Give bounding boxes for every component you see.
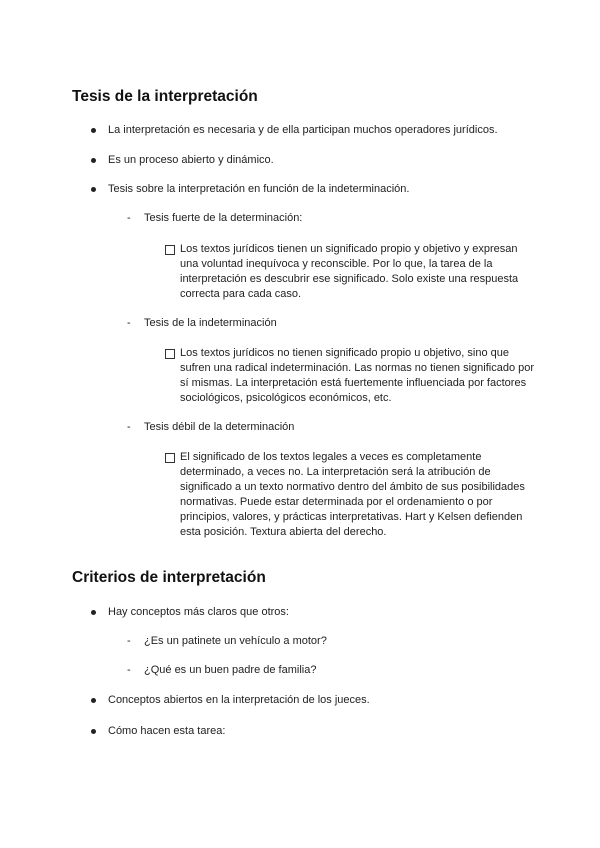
bullet-icon xyxy=(91,158,96,163)
bullet-icon xyxy=(91,128,96,133)
bullet-icon xyxy=(91,187,96,192)
dash-icon: - xyxy=(127,635,131,647)
checkbox-icon[interactable] xyxy=(165,245,175,255)
checkbox-icon[interactable] xyxy=(165,453,175,463)
subitem-label: Tesis de la indeterminación xyxy=(144,317,277,329)
bullet-text: Es un proceso abierto y dinámico. xyxy=(108,154,274,166)
bullet-icon xyxy=(91,610,96,615)
dash-icon: - xyxy=(127,664,131,676)
bullet-icon xyxy=(91,729,96,734)
dash-icon: - xyxy=(127,212,131,224)
section-heading-tesis: Tesis de la interpretación xyxy=(72,88,258,105)
bullet-text: La interpretación es necesaria y de ella participan muchos operadores jurídicos. xyxy=(108,124,498,136)
dash-icon: - xyxy=(127,421,131,433)
checkbox-icon[interactable] xyxy=(165,349,175,359)
bullet-icon xyxy=(91,698,96,703)
question-text: ¿Qué es un buen padre de familia? xyxy=(144,664,317,676)
subitem-paragraph: El significado de los textos legales a veces es completamente determinado, a veces no. La interpretación será la atribución de significado a un texto normativo dentro del ámbito de sus posibilidades normativas. Puede estar determinada por el ordenamiento o por principios, valores, y prácticas interpretativas. Hart y Kelsen defienden esta posición. Textura abierta del derecho. xyxy=(180,451,525,538)
subitem-paragraph: Los textos jurídicos no tienen significado propio u objetivo, sino que sufren una radical indeterminación. Las normas no tienen significado por sí mismas. La interpretación está fuertemente influenciada por factores sociológicos, psicológicos económicos, etc. xyxy=(180,347,535,404)
bullet-text: Conceptos abiertos en la interpretación de los jueces. xyxy=(108,694,370,706)
bullet-text: Cómo hacen esta tarea: xyxy=(108,725,226,737)
subitem-paragraph: Los textos jurídicos tienen un significado propio y objetivo y expresan una voluntad inequívoca y reconscible. Por lo que, la tarea de la interpretación es descubrir ese significado. Solo existe una respuesta correcta para cada caso. xyxy=(180,243,519,300)
question-text: ¿Es un patinete un vehículo a motor? xyxy=(144,635,327,647)
dash-icon: - xyxy=(127,317,131,329)
subitem-label: Tesis fuerte de la determinación: xyxy=(144,212,303,224)
bullet-text: Tesis sobre la interpretación en función de la indeterminación. xyxy=(108,183,410,195)
subitem-label: Tesis débil de la determinación xyxy=(144,421,295,433)
section-heading-criterios: Criterios de interpretación xyxy=(72,569,266,586)
bullet-text: Hay conceptos más claros que otros: xyxy=(108,606,289,618)
